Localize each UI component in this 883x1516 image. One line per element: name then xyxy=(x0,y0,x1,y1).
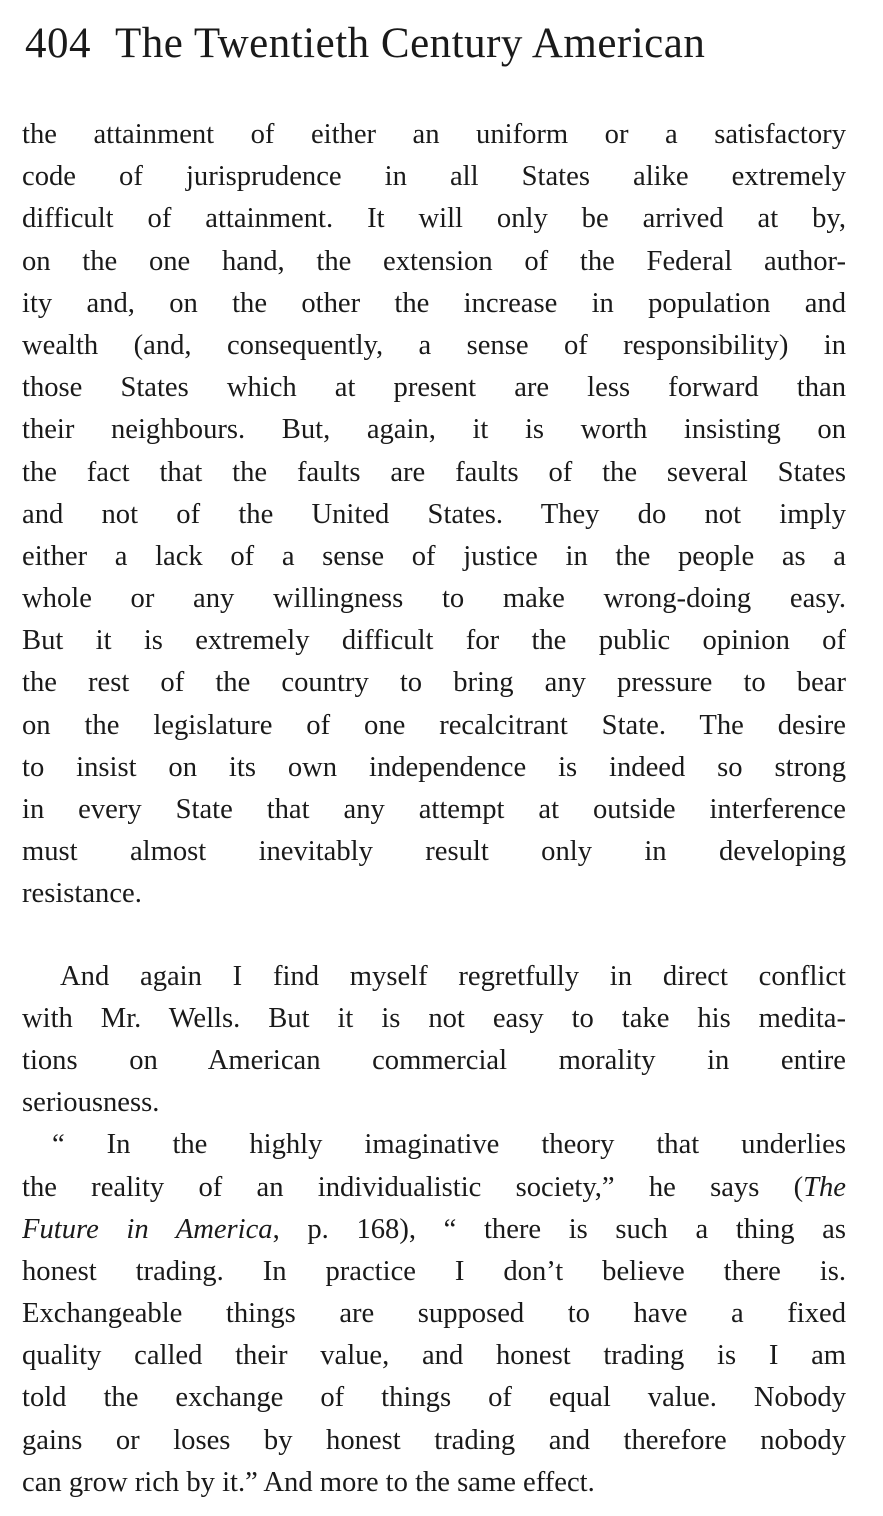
text-line: told the exchange of things of equal value. Nobody xyxy=(22,1382,846,1414)
book-title-italic: Future in America xyxy=(22,1213,273,1245)
text-line: difficult of attainment. It will only be arrived at by, xyxy=(22,203,846,235)
text-line: quality called their value, and honest trading is I am xyxy=(22,1340,846,1372)
text-line: the rest of the country to bring any pressure to bear xyxy=(22,667,846,699)
book-title-italic: The xyxy=(803,1171,846,1203)
text-line: and not of the United States. They do not imply xyxy=(22,498,846,530)
text-line: must almost inevitably result only in developing xyxy=(22,836,846,868)
text-line: the fact that the faults are faults of the several States xyxy=(22,456,846,488)
text-line: wealth (and, consequently, a sense of responsibility) in xyxy=(22,329,846,361)
text-line: in every State that any attempt at outside interference xyxy=(22,794,846,825)
text-line: Exchangeable things are supposed to have a fixed xyxy=(22,1298,846,1330)
text-line: code of jurisprudence in all States alike extremely xyxy=(22,161,846,193)
paragraph-wells xyxy=(22,956,846,1125)
text-line: honest trading. In practice I don’t believe there is. xyxy=(22,1255,846,1287)
text-line: gains or loses by honest trading and therefore nobody xyxy=(22,1424,846,1456)
text-line: on the legislature of one recalcitrant State. The desire xyxy=(22,709,846,741)
text-line: with Mr. Wells. But it is not easy to take his medita- xyxy=(22,1002,846,1034)
text-line: But it is extremely difficult for the public opinion of xyxy=(22,625,846,657)
text-line xyxy=(22,1167,846,1209)
text-line xyxy=(22,1209,846,1251)
text-segment: , p. 168), “ there is such a thing as xyxy=(272,1213,846,1245)
text-line: tions on American commercial morality in entire xyxy=(22,1044,846,1076)
text-line: resistance. xyxy=(22,878,142,910)
paragraph-gap xyxy=(22,916,846,956)
text-line: those States which at present are less forward than xyxy=(22,372,846,404)
text-line: on the one hand, the extension of the Federal author- xyxy=(22,245,846,277)
text-line: their neighbours. But, again, it is worth insisting on xyxy=(22,414,846,446)
text-line: either a lack of a sense of justice in the people as a xyxy=(22,540,846,572)
text-line: to insist on its own independence is indeed so strong xyxy=(22,751,846,783)
text-line: ity and, on the other the increase in population and xyxy=(22,287,846,319)
text-line: can grow rich by it.” And more to the same effect. xyxy=(22,1466,595,1498)
text-line: whole or any willingness to make wrong-doing easy. xyxy=(22,583,846,615)
text-line: seriousness. xyxy=(22,1087,160,1119)
text-line: the attainment of either an uniform or a satisfactory xyxy=(22,119,846,150)
text-line: And again I find myself regretfully in direct conflict xyxy=(60,960,846,992)
running-title: The Twentieth Century American xyxy=(115,20,706,67)
text-line: “ In the highly imaginative theory that underlies xyxy=(52,1129,846,1161)
paragraph-jurisprudence xyxy=(22,114,846,916)
paragraph-quotation xyxy=(22,1124,846,1504)
running-head xyxy=(25,14,846,74)
body-text xyxy=(22,114,846,1504)
page-number: 404 xyxy=(25,20,91,67)
text-segment: the reality of an individualistic society,” he says ( xyxy=(22,1171,804,1203)
